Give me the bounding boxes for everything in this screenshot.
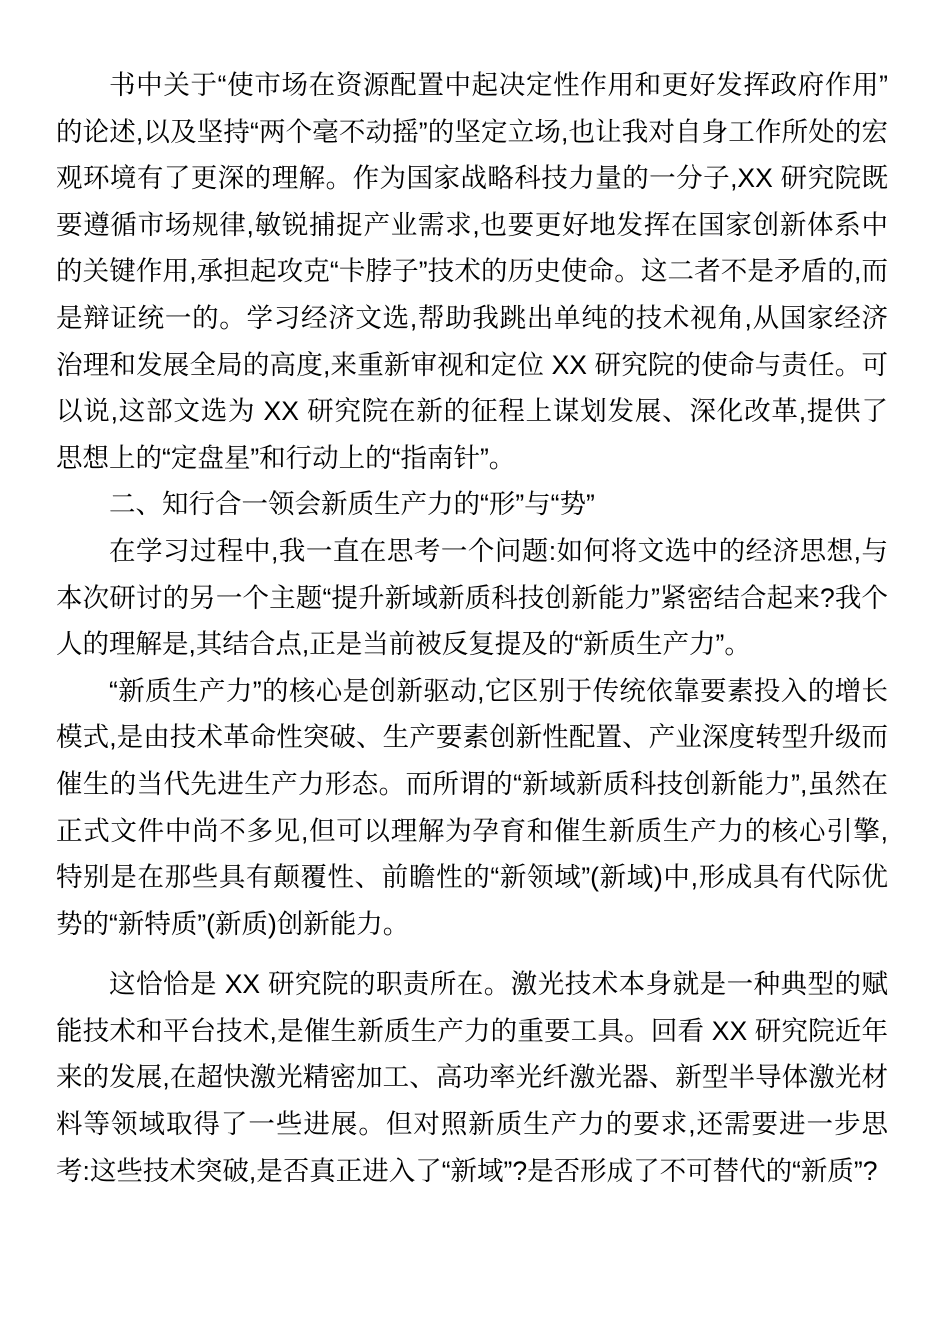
paragraph-study-process: 在学习过程中,我一直在思考一个问题:如何将文选中的经济思想,与本次研讨的另一个主题“提升新域新质科技创新能力”紧密结合起来?我个人的理解是,其结合点,正是当前被反复提及的“新质生产力”。 <box>56 535 888 660</box>
paragraph-market-role: 书中关于“使市场在资源配置中起决定性作用和更好发挥政府作用”的论述,以及坚持“两个毫不动摇”的坚定立场,也让我对自身工作所处的宏观环境有了更深的理解。作为国家战略科技力量的一分子,XX 研究院既要遵循市场规律,敏锐捕捉产业需求,也要更好地发挥在国家创新体系中的关键作用,承担起攻克“卡脖子”技术的历史使命。这二者不是矛盾的,而是辩证统一的。学习经济文选,帮助我跳出单纯的技术视角,从国家经济治理和发展全局的高度,来重新审视和定位 XX 研究院的使命与责任。可以说,这部文选为 XX 研究院在新的征程上谋划发展、深化改革,提供了思想上的“定盘星”和行动上的“指南针”。 <box>56 70 888 473</box>
paragraph-new-productive-forces: “新质生产力”的核心是创新驱动,它区别于传统依靠要素投入的增长模式,是由技术革命性突破、生产要素创新性配置、产业深度转型升级而催生的当代先进生产力形态。而所谓的“新域新质科技创新能力”,虽然在正式文件中尚不多见,但可以理解为孕育和催生新质生产力的核心引擎,特别是在那些具有颠覆性、前瞻性的“新领域”(新域)中,形成具有代际优势的“新特质”(新质)创新能力。 <box>56 675 888 939</box>
paragraph-institute-duty: 这恰恰是 XX 研究院的职责所在。激光技术本身就是一种典型的赋能技术和平台技术,是催生新质生产力的重要工具。回看 XX 研究院近年来的发展,在超快激光精密加工、高功率光纤激光器、新型半导体激光材料等领域取得了一些进展。但对照新质生产力的要求,还需要进一步思考:这些技术突破,是否真正进入了“新域”?是否形成了不可替代的“新质”? <box>56 969 888 1186</box>
heading-section-two: 二、知行合一领会新质生产力的“形”与“势” <box>109 489 595 520</box>
document-text-body <box>56 62 888 1194</box>
